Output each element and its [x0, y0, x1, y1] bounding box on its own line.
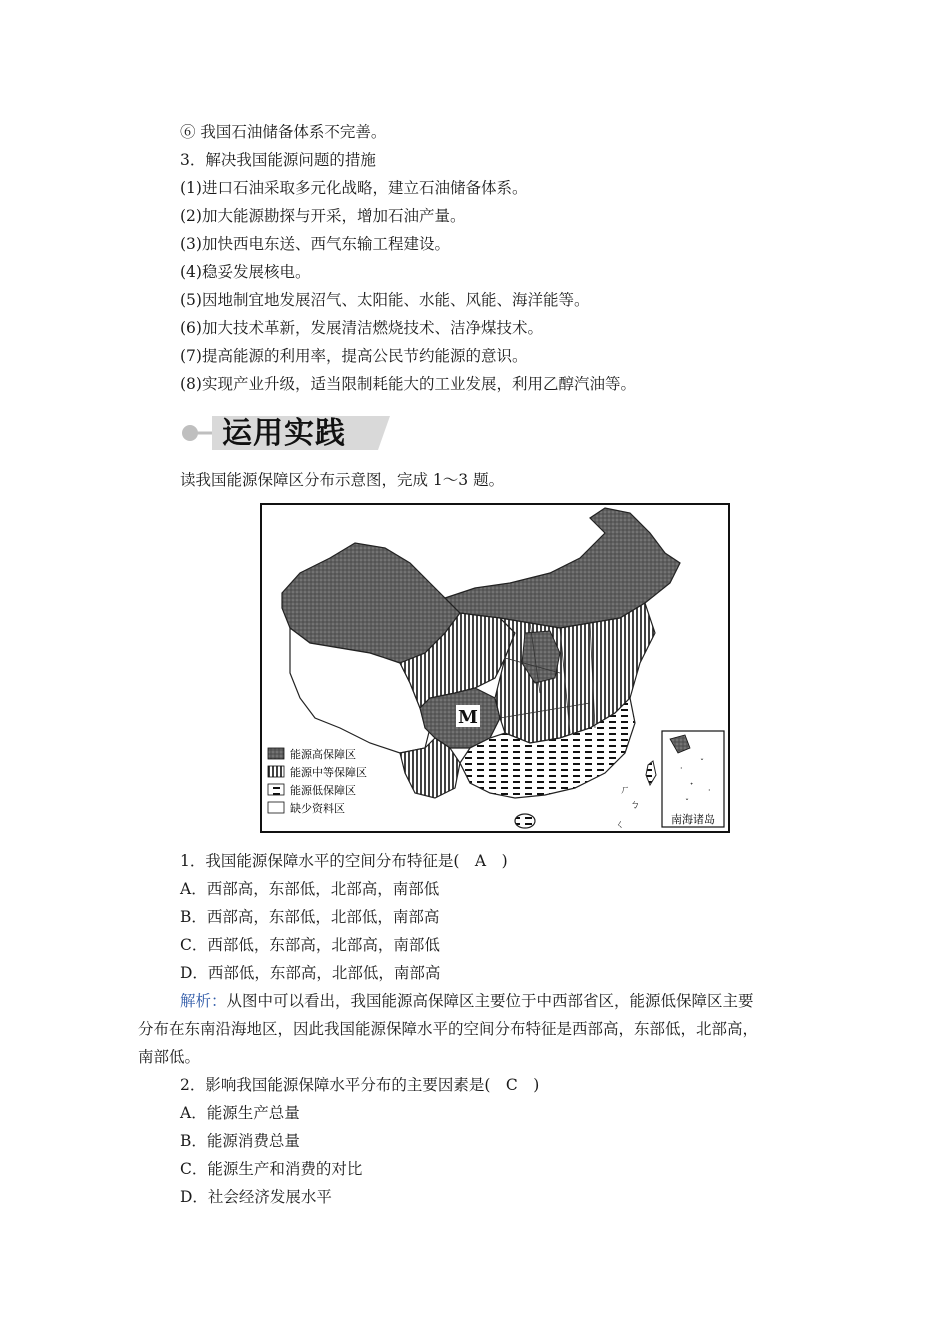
text-line: (7)提高能源的利用率，提高公民节约能源的意识。 — [180, 347, 528, 365]
question-2-stem: 2．影响我国能源保障水平分布的主要因素是( C ) — [180, 1076, 540, 1094]
svg-text:·: · — [708, 786, 711, 795]
analysis-line: 分布在东南沿海地区，因此我国能源保障水平的空间分布特征是西部高，东部低，北部高， — [138, 1020, 759, 1038]
text-line: (8)实现产业升级，适当限制耗能大的工业发展，利用乙醇汽油等。 — [180, 375, 636, 393]
text-line: (6)加大技术革新，发展清洁燃烧技术、洁净煤技术。 — [180, 319, 543, 337]
text-line: (2)加大能源勘探与开采，增加石油产量。 — [180, 207, 466, 225]
option: B．西部高，东部低，北部低，南部高 — [180, 908, 440, 926]
legend-label: 能源中等保障区 — [290, 766, 367, 779]
question-1-stem: 1．我国能源保障水平的空间分布特征是( A ) — [180, 852, 508, 870]
option: A．西部高，东部低，北部高，南部低 — [180, 880, 440, 898]
text-line: (1)进口石油采取多元化战略，建立石油储备体系。 — [180, 179, 528, 197]
analysis-line — [180, 991, 754, 1011]
svg-text:ˇ: ˇ — [685, 798, 689, 807]
intro-text: 读我国能源保障区分布示意图，完成 1～3 题。 — [180, 471, 505, 489]
legend-label: 能源低保障区 — [290, 784, 356, 797]
analysis-text: 从图中可以看出，我国能源高保障区主要位于中西部省区，能源低保障区主要 — [226, 992, 754, 1010]
text-line: (5)因地制宜地发展沼气、太阳能、水能、风能、海洋能等。 — [180, 291, 590, 309]
text-line: (3)加快西电东送、西气东输工程建设。 — [180, 235, 450, 253]
region-m-label: M — [458, 707, 478, 728]
analysis-line: 南部低。 — [138, 1048, 201, 1066]
text-line: (4)稳妥发展核电。 — [180, 263, 311, 281]
option: D．社会经济发展水平 — [180, 1188, 332, 1206]
svg-text:ᐩ: ᐩ — [690, 781, 694, 790]
legend-swatch-high — [268, 748, 284, 759]
option: D．西部低，东部高，北部低，南部高 — [180, 964, 441, 982]
section-title: 运用实践 — [222, 416, 346, 451]
legend-swatch-missing — [268, 802, 284, 813]
analysis-label: 解析： — [180, 992, 227, 1010]
legend-swatch-low — [268, 784, 284, 795]
legend-swatch-medium — [268, 766, 284, 777]
option: C．能源生产和消费的对比 — [180, 1160, 363, 1178]
inset-label: 南海诸岛 — [671, 813, 715, 826]
svg-text:·: · — [680, 764, 683, 773]
svg-text:ˇ: ˇ — [700, 758, 704, 767]
option: B．能源消费总量 — [180, 1132, 300, 1150]
option: C．西部低，东部高，北部高，南部低 — [180, 936, 440, 954]
text-line: 3．解决我国能源问题的措施 — [180, 151, 376, 169]
energy-map — [260, 503, 730, 833]
legend-label: 能源高保障区 — [290, 748, 356, 761]
svg-text:ㄅ: ㄅ — [630, 800, 640, 811]
text-line: ⑥ 我国石油储备体系不完善。 — [180, 123, 387, 141]
option: A．能源生产总量 — [180, 1104, 300, 1122]
svg-text:ㄏ: ㄏ — [620, 785, 630, 796]
legend-label: 缺少资料区 — [290, 802, 345, 815]
svg-text:ㄑ: ㄑ — [615, 820, 625, 831]
